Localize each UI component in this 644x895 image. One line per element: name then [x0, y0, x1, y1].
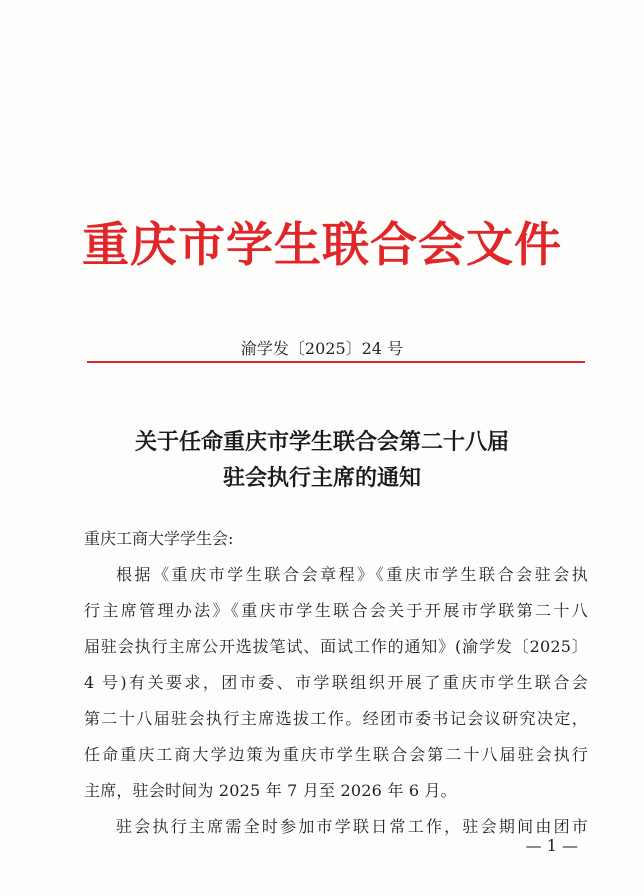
body-paragraph-1-line: 根据《重庆市学生联合会章程》《重庆市学生联合会驻会执 — [116, 565, 588, 584]
document-masthead: 重庆市学生联合会文件 — [82, 218, 562, 273]
body-paragraph-1-line: 行主席管理办法》《重庆市学生联合会关于开展市学联第二十八 — [84, 601, 588, 620]
body-paragraph-1-line: 4 号)有关要求，团市委、市学联组织开展了重庆市学生联合会 — [84, 673, 588, 692]
body-paragraph-1-line: 第二十八届驻会执行主席选拔工作。经团市委书记会议研究决定， — [84, 709, 588, 728]
page-number: — 1 — — [525, 836, 578, 855]
notice-title-line-2: 驻会执行主席的通知 — [222, 466, 421, 491]
body-paragraph-1-line: 主席，驻会时间为 2025 年 7 月至 2026 年 6 月。 — [84, 781, 457, 800]
salutation: 重庆工商大学学生会: — [84, 529, 234, 548]
body-paragraph-1-line: 届驻会执行主席公开选拔笔试、面试工作的通知》(渝学发〔2025〕 — [84, 637, 588, 656]
red-separator-line — [87, 361, 585, 363]
notice-title-line-1: 关于任命重庆市学生联合会第二十八届 — [134, 430, 509, 455]
body-paragraph-2-line: 驻会执行主席需全时参加市学联日常工作，驻会期间由团市 — [116, 817, 588, 836]
document-number: 渝学发〔2025〕24 号 — [240, 339, 404, 358]
body-paragraph-1-line: 任命重庆工商大学边策为重庆市学生联合会第二十八届驻会执行 — [84, 745, 588, 764]
